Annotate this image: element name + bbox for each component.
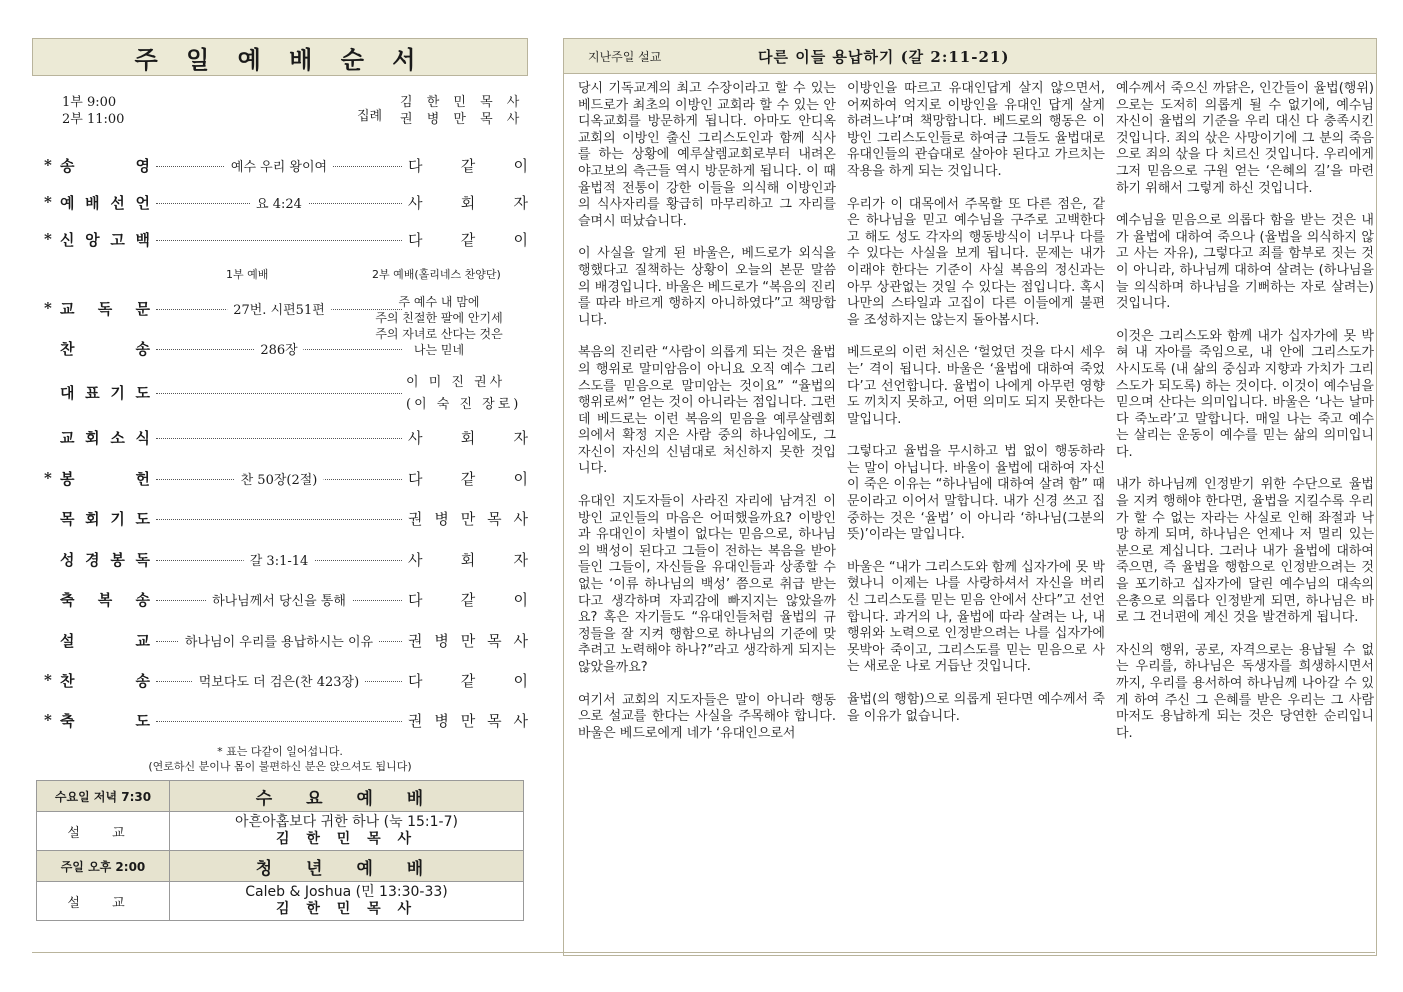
service-name: 수 요 예 배 <box>170 781 524 812</box>
song-line: 주 예수 내 맘에 <box>398 295 480 309</box>
dot-leader <box>156 425 402 449</box>
order-item-leader-char: 같 <box>460 671 476 690</box>
standing-mark: * <box>44 671 52 689</box>
service-time: 주일 오후 2:00 <box>37 851 170 882</box>
order-item-name-char: 언 <box>135 193 150 212</box>
sermon-paragraph: 바울은 “내가 그리스도와 함께 십자가에 못 박혔나니 이제는 나를 사랑하셔서 자신을 버리신 그리스도를 믿는 믿음 안에서 산다”고 선언합니다. 과거의 나, 율법에 따라 살려는 나, 내 행위와 노력으로 인정받으려는 나를 십자가에 못박아 죽이고, 그리스도를 믿는 믿음으로 사는 새로운 나로 거듭난 것입니다. <box>847 559 1105 675</box>
song-line: 주의 자녀로 산다는 것은 <box>375 327 503 341</box>
order-item-leader-char: 만 <box>460 711 476 730</box>
order-item-leader-char: 병 <box>434 711 449 730</box>
order-item <box>44 587 528 611</box>
order-item <box>44 547 528 571</box>
dot-leader <box>156 190 402 214</box>
sermon-paragraph: 예수께서 죽으신 까닭은, 인간들이 율법(행위)으로는 도저히 의롭게 될 수 없기에, 예수님 자신이 율법의 기준을 우리 대신 다 충족시킨 것입니다. 죄의 삯은 사망이기에 그 분의 죽음으로 죄의 삯을 다 치르신 것입니다. 우리에게 그저 믿음으로 구원 얻는 ‘은혜의 길’을 마련하기 위해서 그렇게 하신 것입니다. <box>1116 81 1374 196</box>
order-item-name <box>60 155 150 176</box>
order-item-leader-char: 이 <box>513 590 528 609</box>
sermon-paragraph: 자신의 행위, 공로, 자격으로는 용납될 수 없는 우리를, 하나님은 독생자를 희생하시면서까지, 우리를 용서하여 하나님께 나아갈 수 있게 하여 주신 그 은혜를 받은 우리는 그 사람 마저도 용납하게 되는 것은 당연한 순리입니다. <box>1116 642 1374 741</box>
sermon-label: 지난주일 설교 <box>588 49 662 64</box>
representative-alternate: (이 숙 진 장로) <box>406 397 522 412</box>
order-item-detail: 갈 3:1-14 <box>244 550 315 569</box>
order-item-leader-char: 병 <box>434 631 449 650</box>
order-item-name-char: 성 <box>60 550 75 569</box>
order-item-name-char: 소 <box>110 428 125 447</box>
order-item-leader <box>408 468 528 489</box>
order-item-leader-char: 사 <box>408 428 423 447</box>
order-title: 주 일 예 배 순 서 <box>32 38 528 76</box>
dot-leader <box>156 380 402 404</box>
order-item-name <box>60 298 150 319</box>
order-item-leader-char: 이 <box>513 230 528 249</box>
order-item-name-char: 대 <box>60 383 75 402</box>
order-item-leader-char: 같 <box>460 590 476 609</box>
sermon-panel <box>563 38 1377 956</box>
note-line: * 표는 다같이 일어섭니다. <box>217 745 343 758</box>
order-item-name-char: 백 <box>135 230 150 249</box>
order-item-leader-char: 회 <box>460 193 476 212</box>
order-item-detail: 하나님이 우리를 용납하시는 이유 <box>179 631 379 650</box>
order-item-name-char: 축 <box>60 711 75 730</box>
order-item <box>44 708 528 732</box>
order-item <box>44 466 528 490</box>
service-name: 청 년 예 배 <box>170 851 524 882</box>
order-item-name-char: 봉 <box>110 550 125 569</box>
order-item-name-char: 송 <box>60 156 75 175</box>
order-item <box>44 190 528 214</box>
service-times <box>62 94 124 128</box>
order-item-name-char: 경 <box>85 550 100 569</box>
order-item-leader-char: 만 <box>460 631 476 650</box>
order-item-leader <box>408 427 528 448</box>
service-header-row <box>37 851 524 882</box>
sermon-paragraph: 여기서 교회의 지도자들은 말이 아니라 행동으로 설교를 한다는 사실을 주목해야 합니다. 바울은 베드로에게 네가 ‘유대인으로서 <box>578 692 836 741</box>
service-role: 설 교 <box>37 812 170 851</box>
order-item-name-char: 문 <box>135 299 150 318</box>
order-item-name-char: 독 <box>97 299 113 318</box>
order-item-name-char: 독 <box>135 550 150 569</box>
order-item-name-char: 기 <box>110 383 125 402</box>
order-item-name-char: 송 <box>135 590 150 609</box>
order-item-leader-char: 다 <box>408 230 423 249</box>
sermon-title: Caleb & Joshua (민 13:30-33) <box>245 884 448 900</box>
order-item-leader-char: 권 <box>408 631 423 650</box>
order-item-name-char: 표 <box>85 383 100 402</box>
order-item-leader-char: 목 <box>487 631 502 650</box>
leader-name: 김 한 민 목 사 <box>400 95 525 110</box>
order-item-name-char: 신 <box>60 230 75 249</box>
service-sermon <box>170 882 524 921</box>
note-line: (연로하신 분이나 몸이 불편하신 분은 앉으셔도 됩니다) <box>148 760 412 773</box>
order-item-leader <box>408 229 528 250</box>
dot-leader <box>156 587 402 611</box>
order-item-leader-char: 자 <box>513 428 528 447</box>
sermon-paragraph: 이것은 그리스도와 함께 내가 십자가에 못 박혀 내 자아를 죽임으로, 내 안에 그리스도가 사시도록 (내 삶의 중심과 지향과 가치가 그리스도가 되도록) 하는 것이다. 이것이 예수님을 믿으며 산다는 의미입니다. 바울은 ‘나는 날마다 죽노라’고 말합니다. 매일 나는 죽고 예수는 살리는 운동이 예수를 믿는 삶의 의미입니다. <box>1116 328 1374 460</box>
service-role: 설 교 <box>37 882 170 921</box>
order-item-name <box>60 630 150 651</box>
dot-leader <box>156 466 402 490</box>
worship-order-panel <box>32 38 528 917</box>
leader-names <box>400 94 524 128</box>
sermon-paragraph: 복음의 진리란 “사람이 의롭게 되는 것은 율법의 행위로 말미암음이 아니요 오직 예수 그리스도를 믿음으로 말미암는 것이요” “율법의 행위로써” 얻는 것이 아니라는 점입니다. 그런데 베드로는 이런 복음의 믿음을 예루살렘회의에서 확정 지은 사람 중의 하나임에도, 그 자신이 자신의 신념대로 처신하지 못한 것입니다. <box>578 345 836 477</box>
dot-leader <box>156 708 402 732</box>
order-item-leader-char: 같 <box>460 230 476 249</box>
order-item <box>44 668 528 692</box>
sermon-column-1 <box>578 81 836 758</box>
order-item-leader <box>408 710 528 731</box>
dot-leader <box>156 668 402 692</box>
order-item-name-char: 예 <box>60 193 75 212</box>
order-item-leader-char: 이 <box>513 671 528 690</box>
order-item-name-char: 교 <box>135 631 150 650</box>
sermon-column-3 <box>1116 81 1374 758</box>
order-item-name-char: 송 <box>135 339 150 358</box>
sermon-column-2 <box>847 81 1105 741</box>
order-item <box>44 227 528 251</box>
order-item-leader-char: 자 <box>513 550 528 569</box>
second-service-song-list <box>354 294 524 358</box>
standing-mark: * <box>44 156 52 174</box>
representative-prayer-leader <box>406 372 521 416</box>
sermon-title: 다른 이들 용납하기 (갈 2:11-21) <box>758 47 1010 66</box>
standing-mark: * <box>44 299 52 317</box>
song-line: 주의 친절한 팔에 안기세 <box>375 311 503 325</box>
bottom-divider <box>32 952 1375 953</box>
sermon-paragraph: 우리가 이 대목에서 주목할 또 다른 점은, 같은 하나님을 믿고 예수님을 구주로 고백한다고 해도 성도 각자의 행동방식이 너무나 다를 수 있다는 사실을 보게 됩니다. 문제는 내가 이래야 한다는 기준이 사실 복음의 정신과는 아무 상관없는 것일 수 있다는 점입니다. 혹시 나만의 스타일과 고집이 다른 이들에게 불편을 조성하지는 않는지 돌아봅시다. <box>847 196 1105 328</box>
order-item-name-char: 헌 <box>135 469 150 488</box>
dot-leader <box>156 547 402 571</box>
order-item-name-char: 기 <box>110 509 125 528</box>
order-item-leader-char: 이 <box>513 469 528 488</box>
song-line: 나는 믿네 <box>413 343 465 357</box>
order-item-name-char: 목 <box>60 509 75 528</box>
order-item-leader-char: 이 <box>513 156 528 175</box>
order-item-leader-char: 사 <box>408 193 423 212</box>
order-item-name <box>60 710 150 731</box>
order-item-name <box>60 508 150 529</box>
standing-mark: * <box>44 469 52 487</box>
first-service-label: 1부 예배 <box>226 268 269 281</box>
order-item-leader-char: 다 <box>408 469 423 488</box>
dot-leader <box>156 227 402 251</box>
order-item-leader <box>408 192 528 213</box>
sermon-paragraph: 율법(의 행함)으로 의롭게 된다면 예수께서 죽을 이유가 없습니다. <box>847 692 1105 724</box>
order-item-name <box>60 670 150 691</box>
order-item-leader-char: 다 <box>408 590 423 609</box>
order-item-name-char: 축 <box>60 590 75 609</box>
order-item-leader-char: 같 <box>460 469 476 488</box>
leader-label: 집례 <box>357 109 383 124</box>
order-item-name-char: 봉 <box>60 469 75 488</box>
service-time: 수요일 저녁 7:30 <box>37 781 170 812</box>
sermon-paragraph: 유대인 지도자들이 사라진 자리에 남겨진 이방인 교인들의 마음은 어떠했을까요? 이방인과 유대인이 차별이 없다는 믿음으로, 하나님의 백성이 된다고 그들이 전하는 복음을 받아들인 그들이, 자신들을 유대인들과 상종할 수 없는 ‘이류 하나님의 백성’ 쯤으로 취급 받는다고 생각하며 자괴감에 빠지지는 않았을까요? 혹은 자기들도 “유대인들처럼 율법의 규정들을 잘 지켜 행함으로 하나님의 기준에 맞추려고 노력해야 하나?”라고 생각하게 되지는 않았을까요? <box>578 494 836 675</box>
second-service-label: 2부 예배(홀리네스 찬양단) <box>372 268 501 281</box>
order-item-name-char: 설 <box>60 631 75 650</box>
order-item-name-char: 앙 <box>85 230 100 249</box>
dot-leader <box>156 506 402 530</box>
order-item-name <box>60 229 150 250</box>
sermon-paragraph: 당시 기독교계의 최고 수장이라고 할 수 있는 베드로가 최초의 이방인 교회라 할 수 있는 안디옥교회를 방문하게 됩니다. 아마도 안디옥교회의 이방인 출신 그리스도인과 함께 식사를 하는 상황에 예루살렘교회로부터 내려온 야고보의 측근들 역시 방문하게 됩니다. 이 때 율법적 전통이 강한 이들을 의식해 이방인과의 식사자리를 황급히 마무리하고 그 자리를 슬며시 떠났습니다. <box>578 81 836 229</box>
sermon-paragraph: 이방인을 따르고 유대인답게 살지 않으면서, 어찌하여 억지로 이방인을 유대인 답게 살게 하려느냐’며 책망합니다. 베드로의 행동은 이방인 그리스도인들로 하여금 그들도 율법대로 유대인들의 관습대로 살아야 된다고 가르치는 작용을 하게 되는 것입니다. <box>847 81 1105 179</box>
sermon-pastor: 김 한 민 목 사 <box>275 901 418 917</box>
order-item-leader-char: 사 <box>513 711 528 730</box>
order-item-name <box>60 192 150 213</box>
order-item-leader <box>408 670 528 691</box>
order-item-leader-char: 목 <box>487 509 502 528</box>
order-item-name <box>60 427 150 448</box>
order-item-name-char: 송 <box>135 671 150 690</box>
order-item-leader <box>408 155 528 176</box>
order-item-leader-char: 회 <box>460 550 476 569</box>
sermon-title: 아흔아홉보다 귀한 하나 (눅 15:1-7) <box>235 814 458 830</box>
order-item-leader-char: 권 <box>408 509 423 528</box>
other-services-table <box>36 780 524 921</box>
order-item-name <box>60 382 150 403</box>
order-item-name-char: 도 <box>135 509 150 528</box>
service-time-first: 1부 9:00 <box>62 95 117 110</box>
standing-mark: * <box>44 193 52 211</box>
standing-note <box>32 744 528 774</box>
order-item-leader-char: 목 <box>487 711 502 730</box>
dot-leader <box>156 153 402 177</box>
order-item-detail: 예수 우리 왕이여 <box>225 156 333 175</box>
service-time-second: 2부 11:00 <box>62 112 125 127</box>
order-item-leader-char: 사 <box>513 631 528 650</box>
order-item-name-char: 교 <box>60 428 75 447</box>
order-item-detail: 하나님께서 당신을 통해 <box>206 590 352 609</box>
order-item-name-char: 식 <box>135 428 150 447</box>
service-sermon <box>170 812 524 851</box>
sermon-header <box>564 39 1376 74</box>
order-item-name-char: 선 <box>110 193 125 212</box>
standing-mark: * <box>44 230 52 248</box>
order-item-leader-char: 다 <box>408 156 423 175</box>
order-item-name-char: 고 <box>110 230 125 249</box>
order-item-name-char: 찬 <box>60 671 75 690</box>
order-item-leader <box>408 508 528 529</box>
service-header-row <box>37 781 524 812</box>
order-item-leader <box>408 589 528 610</box>
sermon-paragraph: 이 사실을 알게 된 바울은, 베드로가 외식을 행했다고 질책하는 상황이 오늘의 본문 말씀의 배경입니다. 바울은 베드로가 “복음의 진리를 따라 바르게 행하지 아니하였다”고 책망합니다. <box>578 246 836 328</box>
order-item-name-char: 찬 <box>60 339 75 358</box>
sermon-paragraph: 예수님을 믿음으로 의롭다 함을 받는 것은 내가 율법에 대하여 죽으나 (율법을 의식하지 않고 사는 자유), 그렇다고 죄를 함부로 짓는 것이 아니라, 하나님께 대하여 살려는 (하나님을 늘 의식하며 하나님을 기뻐하는 자로 살려는) 것입니다. <box>1116 213 1374 312</box>
order-item-leader <box>408 630 528 651</box>
sermon-pastor: 김 한 민 목 사 <box>275 831 418 847</box>
sermon-paragraph: 베드로의 이런 처신은 ‘헐었던 것을 다시 세우는’ 격이 됩니다. 바울은 ‘율법에 대하여 죽었다’고 선언합니다. 율법이 나에게 아무런 영향도 끼치지 못하고, 어떤 의미도 되지 못한다는 말입니다. <box>847 345 1105 427</box>
order-item-name <box>60 338 150 359</box>
order-item-leader-char: 사 <box>513 509 528 528</box>
dot-leader <box>156 628 402 652</box>
order-item-leader-char: 자 <box>513 193 528 212</box>
order-item-name-char: 회 <box>85 428 100 447</box>
order-item-name-char: 회 <box>85 509 100 528</box>
order-item-name-char: 영 <box>135 156 150 175</box>
order-item-detail: 찬 50장(2절) <box>235 469 324 488</box>
sermon-paragraph: 그렇다고 율법을 무시하고 법 없이 행동하라는 말이 아닙니다. 바울이 율법에 대하여 자신이 죽은 이유는 “하나님에 대하여 살려 함” 때문이라고 이어서 말합니다. 내가 신경 쓰고 집중하는 것은 ‘율법’ 이 아니라 ‘하나님(그분의 뜻)’이라는 말입니다. <box>847 444 1105 543</box>
order-item-leader-char: 같 <box>460 156 476 175</box>
standing-mark: * <box>44 711 52 729</box>
order-item <box>44 425 528 449</box>
order-item-detail: 286장 <box>254 339 303 358</box>
leader-name: 권 병 만 목 사 <box>400 112 525 127</box>
order-item <box>44 153 528 177</box>
order-item-leader-char: 다 <box>408 671 423 690</box>
service-detail-row <box>37 812 524 851</box>
order-item <box>44 506 528 530</box>
order-item-detail: 먹보다도 더 검은(찬 423장) <box>193 671 365 690</box>
representative-name: 이 미 진 권사 <box>406 375 506 390</box>
order-item-detail: 27번. 시편51편 <box>227 299 331 318</box>
order-item-leader-char: 권 <box>408 711 423 730</box>
order-item-leader-char: 병 <box>434 509 449 528</box>
order-item-name-char: 복 <box>97 590 113 609</box>
order-item-leader <box>408 549 528 570</box>
order-item-name-char: 도 <box>135 383 150 402</box>
order-item-name-char: 교 <box>60 299 75 318</box>
service-detail-row <box>37 882 524 921</box>
order-item-leader-char: 만 <box>460 509 476 528</box>
order-item-detail: 요 4:24 <box>250 193 308 212</box>
order-item-leader-char: 사 <box>408 550 423 569</box>
order-item-leader-char: 회 <box>460 428 476 447</box>
order-item-name <box>60 549 150 570</box>
sermon-paragraph: 내가 하나님께 인정받기 위한 수단으로 율법을 지켜 행해야 한다면, 율법을 지킬수록 우리가 할 수 없는 자라는 사실로 인해 좌절과 낙망 하게 되며, 하나님은 언제나 저 멀리 있는 분으로 계십니다. 그러나 내가 율법에 대하여 죽으면, 즉 율법을 행함으로 인정받으려는 것을 포기하고 십자가에 달린 예수님의 대속의 은총으로 의롭다 인정받게 되면, 하나님은 바로 그 건너편에 계신 것을 발견하게 됩니다. <box>1116 477 1374 626</box>
order-item <box>44 628 528 652</box>
order-item-name <box>60 589 150 610</box>
order-item-name-char: 도 <box>135 711 150 730</box>
order-item-name-char: 배 <box>85 193 100 212</box>
order-item-name <box>60 468 150 489</box>
